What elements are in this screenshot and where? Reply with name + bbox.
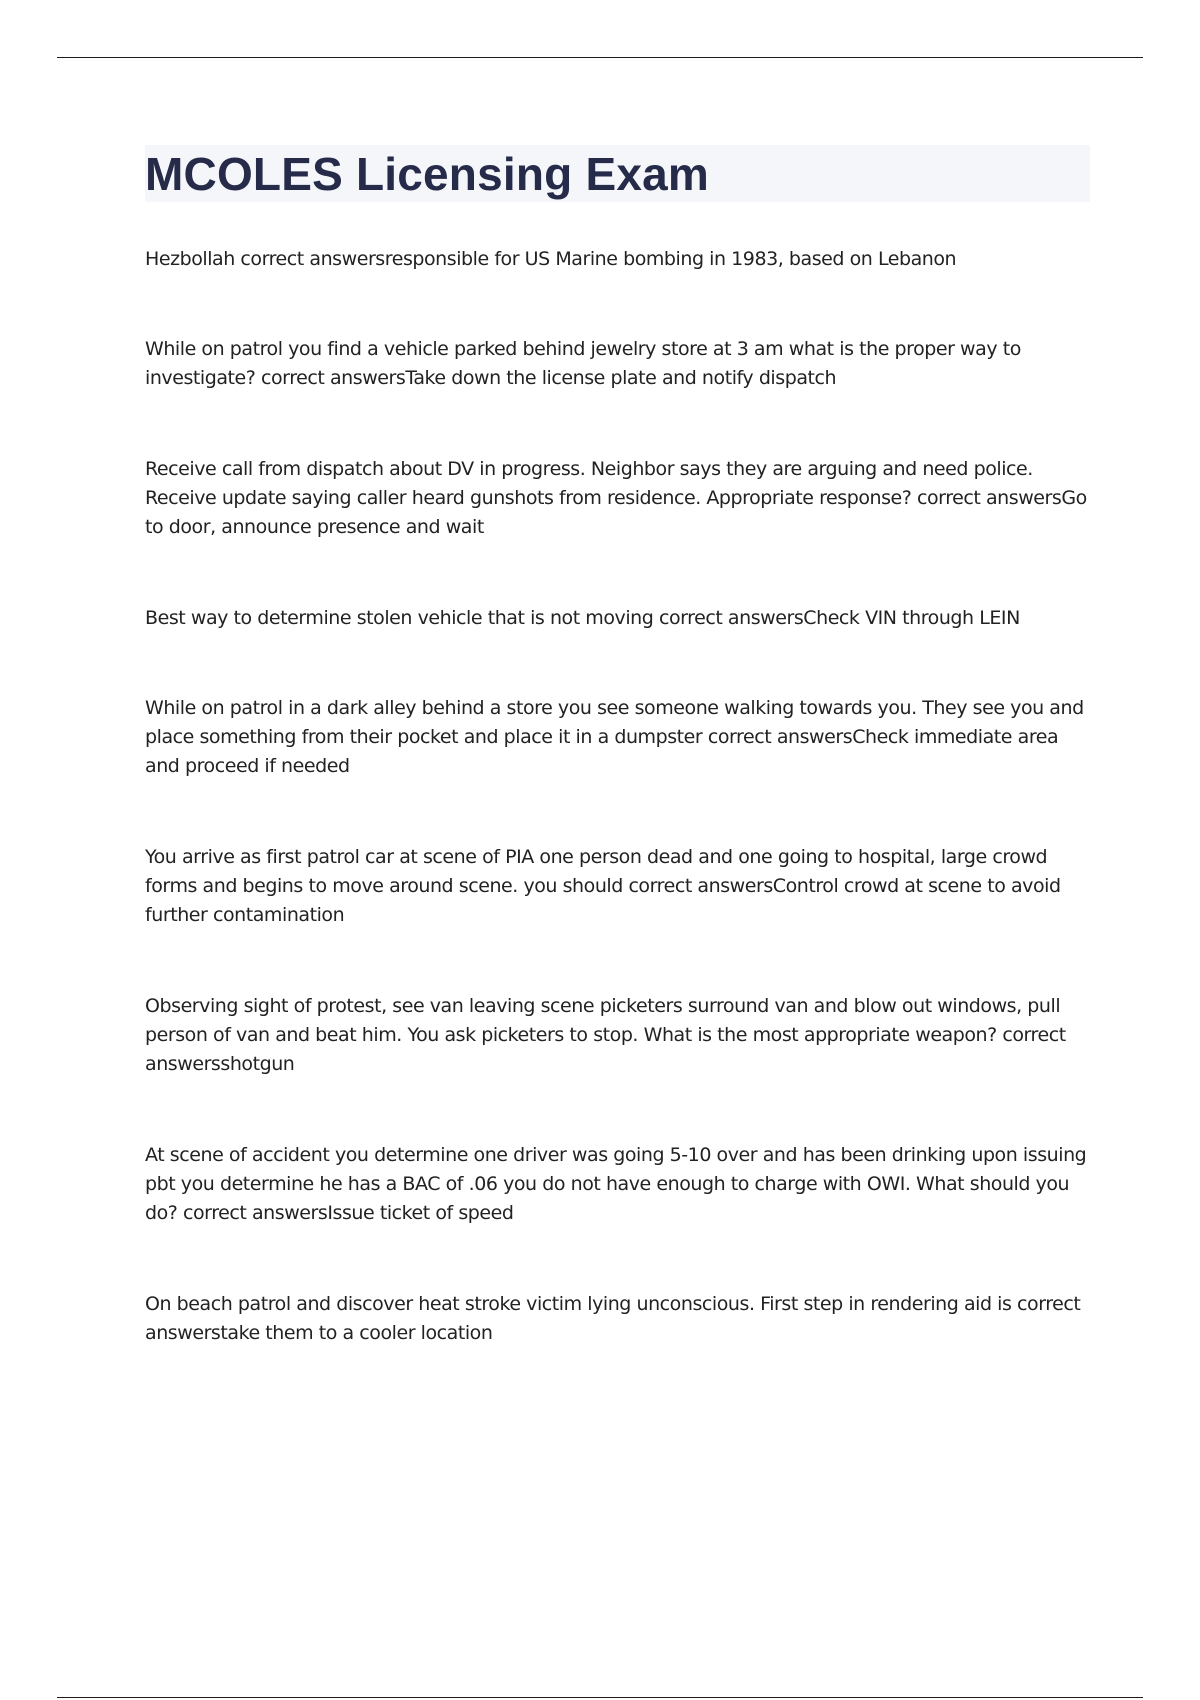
question-item <box>145 335 1090 393</box>
question-text: Best way to determine stolen vehicle that is not moving correct answersCheck VIN through LEIN <box>145 607 1020 629</box>
question-text: At scene of accident you determine one driver was going 5-10 over and has been drinking upon issuing pbt you determine he has a BAC of .06 you do not have enough to charge with OWI. What should you do? correct answersIssue ticket of speed <box>145 1144 1087 1224</box>
question-item <box>145 604 1090 633</box>
question-text: Receive call from dispatch about DV in progress. Neighbor says they are arguing and need police. Receive update saying caller heard gunshots from residence. Appropriate response? correct answersGo to door, announce presence and wait <box>145 458 1087 538</box>
bottom-rule <box>57 1697 1143 1698</box>
question-text: You arrive as first patrol car at scene of PIA one person dead and one going to hospital, large crowd forms and begins to move around scene. you should correct answersControl crowd at scene to avoid further contamination <box>145 846 1061 926</box>
question-item <box>145 455 1090 542</box>
question-text: On beach patrol and discover heat stroke victim lying unconscious. First step in rendering aid is correct answerstake them to a cooler location <box>145 1293 1081 1344</box>
question-text: Hezbollah correct answersresponsible for US Marine bombing in 1983, based on Lebanon <box>145 248 957 270</box>
title-band <box>145 145 1090 202</box>
question-text: While on patrol you find a vehicle parked behind jewelry store at 3 am what is the proper way to investigate? correct answersTake down the license plate and notify dispatch <box>145 338 1021 389</box>
top-rule <box>57 57 1143 58</box>
question-item <box>145 1290 1090 1348</box>
question-text: Observing sight of protest, see van leaving scene picketers surround van and blow out windows, pull person of van and beat him. You ask picketers to stop. What is the most appropriate weapon? correct answersshotgun <box>145 995 1066 1075</box>
question-item <box>145 843 1090 930</box>
question-item <box>145 694 1090 781</box>
document-body <box>145 145 1090 1344</box>
question-item <box>145 1141 1090 1228</box>
question-item <box>145 992 1090 1079</box>
document-title: MCOLES Licensing Exam <box>145 147 709 200</box>
question-text: While on patrol in a dark alley behind a store you see someone walking towards you. They see you and place something from their pocket and place it in a dumpster correct answersCheck immediate area and proceed if needed <box>145 697 1084 777</box>
question-item <box>145 245 1090 274</box>
